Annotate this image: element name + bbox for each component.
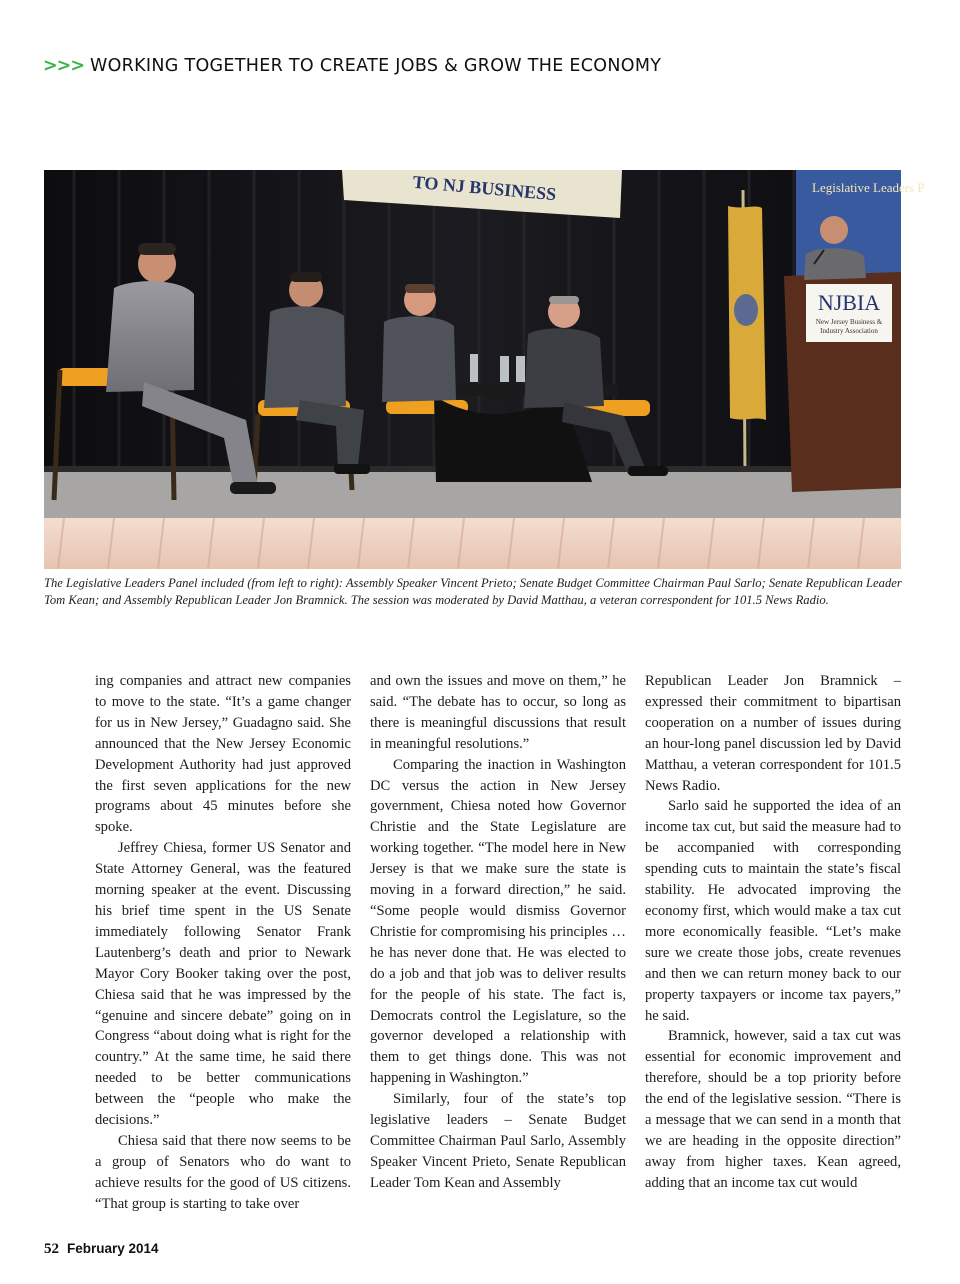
article-column-3 — [645, 671, 901, 1194]
njbia-sub2: Industry Association — [820, 327, 878, 335]
njbia-logo: NJBIA — [817, 290, 881, 315]
article-column-2 — [370, 671, 626, 1194]
chevron-icon: >>> — [43, 56, 84, 76]
paragraph: and own the issues and move on them,” he said. “The debate has to occur, so long as there is meaningful discussions that result in meaningful resolutions.” — [370, 673, 626, 752]
page-number: 52 — [44, 1241, 59, 1257]
section-title: WORKING TOGETHER TO CREATE JOBS & GROW THE ECONOMY — [90, 56, 662, 76]
section-header — [43, 56, 903, 76]
paragraph: Comparing the inaction in Washington DC versus the action in New Jersey government, Chiesa noted how Governor Christie and the State Legislature are working together. “The model here in New Jersey is that we make sure the state is moving in a forward direction,” he said. “Some people would dismiss Governor Christie for compromising his principles … he has never done that. He was elected to do a job and that job was to deliver results for the people of his state. The fact is, Democrats control the Legislature, so the governor developed a relationship with them to get things done. This was not happening in Washington.” — [370, 756, 626, 1087]
paragraph: Sarlo said he supported the idea of an income tax cut, but said the measure had to be accompanied with corresponding spending cuts to maintain the state’s fiscal stability. He advocated improving the economy first, which would make a tax cut more economically feasible. “Let’s make sure we create those jobs, create revenues and then we can return money back to our property taxpayers or income tax payers,” he said. — [645, 798, 901, 1024]
photo-caption: The Legislative Leaders Panel included (from left to right): Assembly Speaker Vincent Prieto; Senate Budget Committee Chairman Paul Sarlo; Senate Republican Leader Tom Kean; and Assembly Republican Leader Jon Bramnick. The session was moderated by David Matthau, a veteran correspondent for 101.5 News Radio. — [44, 576, 902, 607]
article-column-1 — [95, 671, 351, 1215]
njbia-sub1: New Jersey Business & — [815, 318, 883, 326]
paragraph: ing companies and attract new companies to move to the state. “It’s a game changer for us in New Jersey,” Guadagno said. She announced that the New Jersey Economic Development Authority had just approved the first seven applications for the new programs about 45 minutes before she spoke. — [95, 673, 351, 836]
podium — [784, 272, 901, 492]
panel-photo — [44, 170, 925, 569]
paragraph: Republican Leader Jon Bramnick – expressed their commitment to bipartisan cooperation on a number of issues during an hour-long panel discussion led by David Matthau, a veteran correspondent for 101.5 News Radio. — [645, 673, 901, 794]
issue-date: February 2014 — [67, 1241, 159, 1256]
paragraph: Bramnick, however, said a tax cut was essential for economic improvement and therefore, should be a top priority before the end of the legislative session. “There is a message that we can send in a month that we are heading in the opposite direction” away from higher taxes. Kean agreed, adding that an income tax cut would — [645, 1028, 901, 1191]
screen-text: Legislative Leaders P — [812, 180, 925, 195]
page-footer — [44, 1241, 159, 1258]
stage-skirt — [44, 518, 901, 569]
banner-text: TO NJ BUSINESS — [412, 171, 557, 205]
paragraph: Chiesa said that there now seems to be a group of Senators who do want to achieve results for the good of US citizens. “That group is starting to take over — [95, 1132, 351, 1212]
paragraph: Similarly, four of the state’s top legislative leaders – Senate Budget Committee Chairman Paul Sarlo, Assembly Speaker Vincent Prieto, Senate Republican Leader Tom Kean and Assembly — [370, 1091, 626, 1191]
paragraph: Jeffrey Chiesa, former US Senator and State Attorney General, was the featured morning speaker at the event. Discussing his brief time spent in the US Senate immediately following Senator Frank Lautenberg’s death and prior to Newark Mayor Cory Booker taking over the post, Chiesa said that he was impressed by the “genuine and sincere debate” going on in Congress “about doing what is right for the country.” At the same time, he said there needed to be better communications between the “people who make the decisions.” — [95, 840, 351, 1129]
